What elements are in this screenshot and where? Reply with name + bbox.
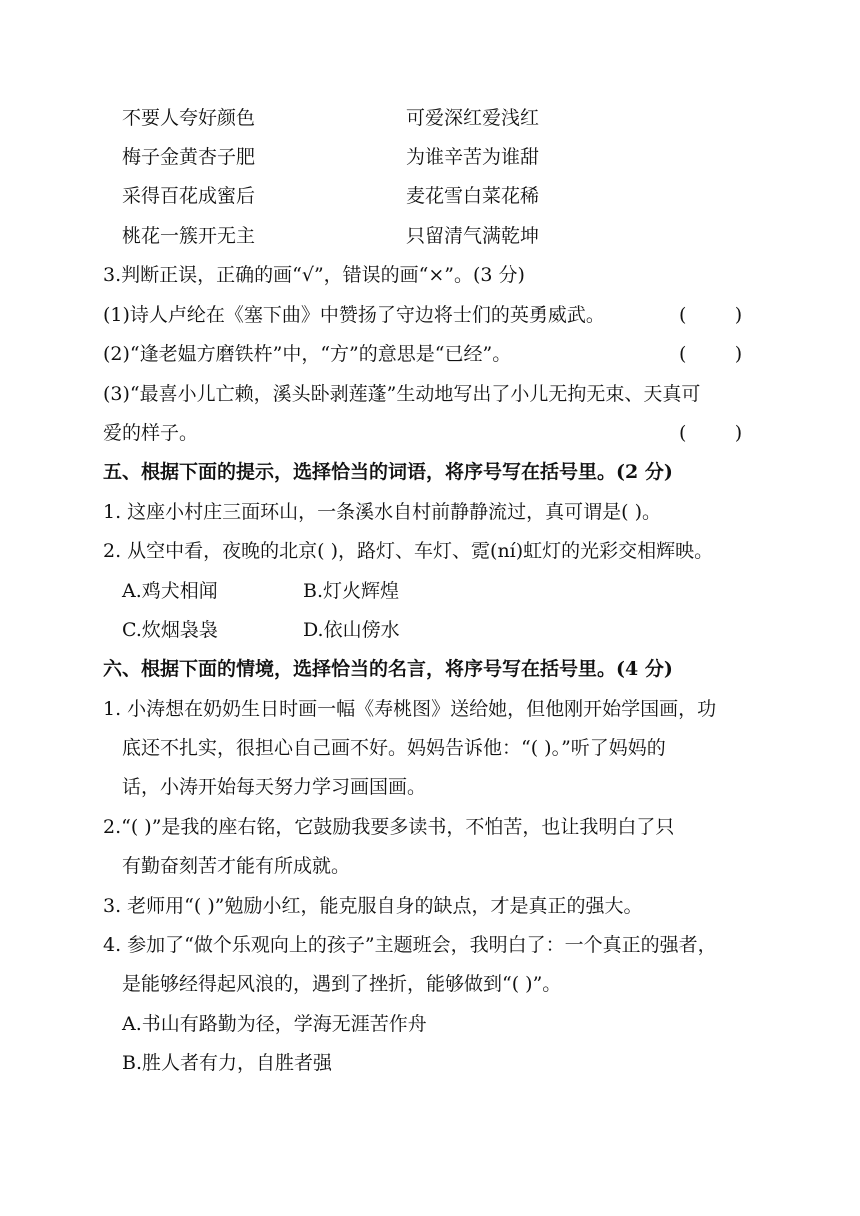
section6-q4-line1: 4. 参加了“做个乐观向上的孩子”主题班会，我明白了：一个真正的强者， (103, 934, 717, 956)
section6-q4-line2: 是能够经得起风浪的，遇到了挫折，能够做到“( )”。 (122, 973, 562, 995)
section6-q1-line3: 话，小涛开始每天努力学习画国画。 (122, 776, 427, 798)
q3-answer-3[interactable]: ( ) (679, 422, 743, 444)
section6-q3-line1: 3. 老师用“( )”勉励小红，能克服自身的缺点，才是真正的强大。 (103, 895, 643, 917)
q3-title: 3.判断正误，正确的画“√”，错误的画“×”。(3 分) (103, 264, 525, 286)
match-right-1: 可爱深红爱浅红 (406, 107, 540, 129)
section5-q1: 1. 这座小村庄三面环山，一条溪水自村前静静流过，真可谓是( )。 (103, 501, 662, 523)
section6-q1-line1: 1. 小涛想在奶奶生日时画一幅《寿桃图》送给她，但他刚开始学国画，功 (103, 698, 717, 720)
section5-option-c: C.炊烟袅袅 (122, 619, 218, 641)
section6-option-b: B.胜人者有力，自胜者强 (122, 1052, 333, 1074)
match-left-2: 梅子金黄杏子肥 (122, 146, 256, 168)
section5-option-b: B.灯火辉煌 (303, 580, 400, 602)
section6-option-a: A.书山有路勤为径，学海无涯苦作舟 (122, 1013, 427, 1035)
section5-option-d: D.依山傍水 (303, 619, 400, 641)
q3-answer-1[interactable]: ( ) (679, 304, 743, 326)
section5-title: 五、根据下面的提示，选择恰当的词语，将序号写在括号里。(2 分) (103, 461, 673, 483)
section5-option-a: A.鸡犬相闻 (122, 580, 218, 602)
q3-item-3-cont: 爱的样子。 (103, 422, 199, 444)
section6-q1-line2: 底还不扎实，很担心自己画不好。妈妈告诉他：“( )。”听了妈妈的 (122, 737, 666, 759)
match-right-2: 为谁辛苦为谁甜 (406, 146, 540, 168)
match-left-3: 采得百花成蜜后 (122, 185, 256, 207)
section5-q2: 2. 从空中看，夜晚的北京( )，路灯、车灯、霓(ní)虹灯的光彩交相辉映。 (103, 540, 714, 562)
q3-item-3: (3)“最喜小儿亡赖，溪头卧剥莲蓬”生动地写出了小儿无拘无束、天真可 (103, 383, 701, 405)
match-right-4: 只留清气满乾坤 (406, 225, 540, 247)
match-left-4: 桃花一簇开无主 (122, 225, 256, 247)
q3-item-1: (1)诗人卢纶在《塞下曲》中赞扬了守边将士们的英勇威武。 (103, 304, 605, 326)
section6-q2-line1: 2.“( )”是我的座右铭，它鼓励我要多读书，不怕苦，也让我明白了只 (103, 816, 675, 838)
q3-answer-2[interactable]: ( ) (679, 343, 743, 365)
match-right-3: 麦花雪白菜花稀 (406, 185, 540, 207)
section6-q2-line2: 有勤奋刻苦才能有所成就。 (122, 855, 351, 877)
match-left-1: 不要人夸好颜色 (122, 107, 256, 129)
section6-title: 六、根据下面的情境，选择恰当的名言，将序号写在括号里。(4 分) (103, 658, 673, 680)
q3-item-2: (2)“逢老媪方磨铁杵”中，“方”的意思是“已经”。 (103, 343, 512, 365)
